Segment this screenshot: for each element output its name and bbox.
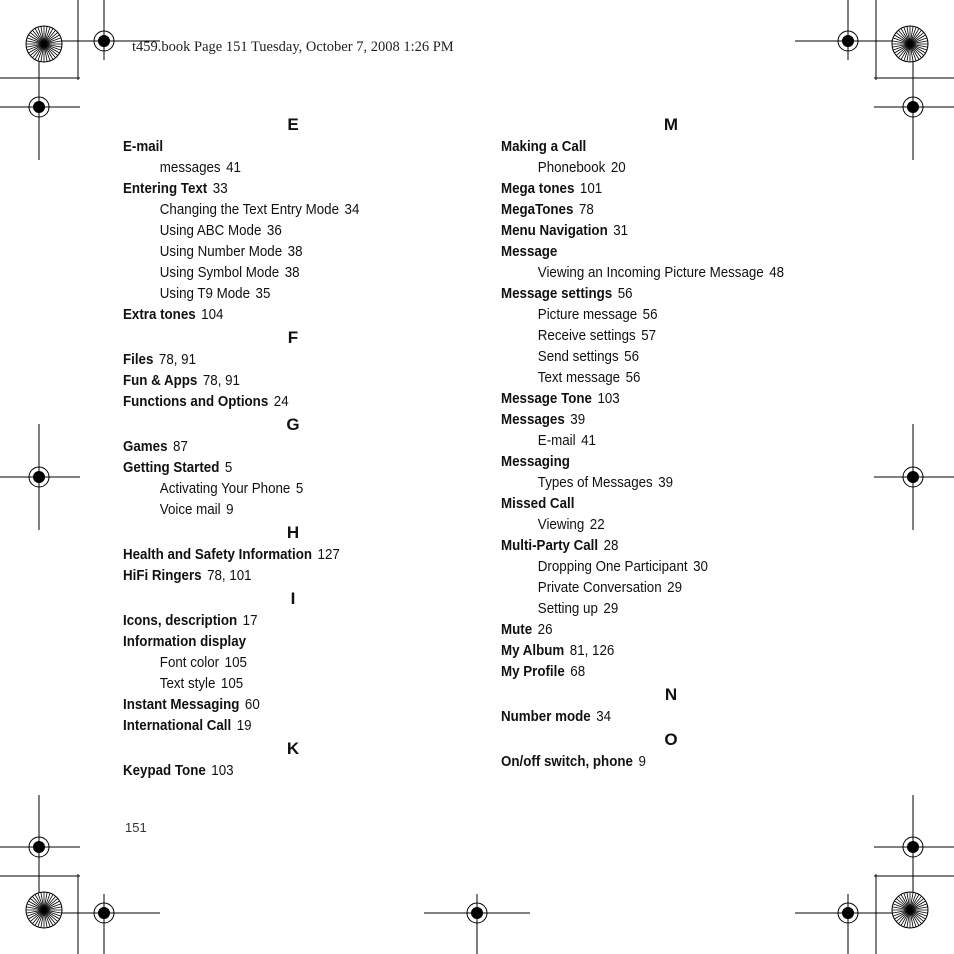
index-term: Entering Text <box>123 181 208 197</box>
index-page-refs: 105 <box>220 676 244 692</box>
index-page-refs: 29 <box>667 580 682 596</box>
index-term: Message Tone <box>501 391 592 407</box>
index-term: Using Number Mode <box>159 244 283 260</box>
index-letter-heading: F <box>287 328 299 347</box>
index-subentry <box>123 674 436 695</box>
page-number: 151 <box>125 820 147 835</box>
index-page-refs: 78 <box>578 202 594 218</box>
index-term: Font color <box>159 655 220 671</box>
index-page-refs: 104 <box>201 307 224 323</box>
index-term: HiFi Ringers <box>123 568 202 584</box>
index-page-refs: 19 <box>236 718 252 734</box>
index-page-refs: 105 <box>224 655 247 671</box>
index-page-refs: 56 <box>625 370 641 386</box>
index-subentry <box>501 557 814 578</box>
index-entry <box>501 494 814 515</box>
index-entry <box>501 752 814 773</box>
index-entry <box>123 437 436 458</box>
index-term: MegaTones <box>501 202 574 218</box>
star-target <box>892 892 928 928</box>
index-letter-heading: K <box>286 739 300 758</box>
index-letter-heading: G <box>286 415 300 434</box>
star-target <box>892 26 928 62</box>
index-term: Missed Call <box>501 496 575 512</box>
index-term: Number mode <box>501 709 591 725</box>
index-term: Mute <box>501 622 533 638</box>
index-page-refs: 57 <box>641 328 657 344</box>
index-term: Icons, description <box>123 613 238 629</box>
index-page-refs: 78, 91 <box>158 352 197 368</box>
index-page-refs: 30 <box>693 559 708 575</box>
index-subentry <box>501 578 814 599</box>
index-page-refs: 101 <box>579 181 603 197</box>
index-page-refs: 56 <box>624 349 640 365</box>
index-term: International Call <box>123 718 232 734</box>
index-page-refs: 5 <box>295 481 304 497</box>
index-page-refs: 36 <box>266 223 282 239</box>
index-subentry <box>501 368 814 389</box>
index-subentry <box>501 515 814 536</box>
index-page-refs: 78, 91 <box>202 373 240 389</box>
index-page-refs: 38 <box>287 244 303 260</box>
index-page-refs: 48 <box>769 265 785 281</box>
index-entry <box>501 536 814 557</box>
index-term: Picture message <box>537 307 638 323</box>
index-term: Message settings <box>501 286 613 302</box>
index-entry <box>123 350 436 371</box>
index-page-refs: 81, 126 <box>569 643 615 659</box>
index-page-refs: 78, 101 <box>207 568 252 584</box>
registration-target <box>467 903 487 923</box>
index-page-refs: 39 <box>570 412 586 428</box>
index-subentry <box>501 326 814 347</box>
index-term: Information display <box>123 634 247 650</box>
index-letter-heading: I <box>290 589 296 608</box>
index-term: Games <box>123 439 168 455</box>
index-page-refs: 41 <box>226 160 241 176</box>
index-page-refs: 31 <box>613 223 629 239</box>
index-page-refs: 5 <box>224 460 233 476</box>
index-term: Private Conversation <box>537 580 662 596</box>
index-entry <box>123 632 436 653</box>
index-term: Text style <box>159 676 216 692</box>
registration-target <box>903 97 923 117</box>
index-column-right <box>501 113 841 773</box>
index-subentry <box>123 500 436 521</box>
book-header-line: t459.book Page 151 Tuesday, October 7, 2008 1:26 PM <box>132 39 454 55</box>
index-subentry <box>501 431 814 452</box>
index-term: Types of Messages <box>537 475 653 491</box>
index-term: My Album <box>501 643 565 659</box>
index-page-refs: 9 <box>638 754 646 770</box>
index-term: Menu Navigation <box>501 223 608 239</box>
index-entry <box>501 200 814 221</box>
registration-target <box>838 31 858 51</box>
index-term: Changing the Text Entry Mode <box>159 202 340 218</box>
index-column-left <box>123 113 463 782</box>
index-subentry <box>501 599 814 620</box>
index-entry <box>123 305 436 326</box>
index-entry <box>501 137 814 158</box>
index-subentry <box>501 347 814 368</box>
star-target <box>26 892 62 928</box>
index-page-refs: 24 <box>273 394 289 410</box>
star-target <box>26 26 62 62</box>
index-letter-heading: E <box>287 115 299 134</box>
index-entry <box>123 611 436 632</box>
index-subentry <box>123 479 436 500</box>
index-term: Text message <box>537 370 621 386</box>
index-term: Fun & Apps <box>123 373 198 389</box>
index-term: Keypad Tone <box>123 763 206 779</box>
index-term: Extra tones <box>123 307 196 323</box>
index-term: Multi-Party Call <box>501 538 599 554</box>
registration-target <box>29 467 49 487</box>
index-page-refs: 17 <box>242 613 258 629</box>
index-term: Phonebook <box>537 160 606 176</box>
index-term: Instant Messaging <box>123 697 240 713</box>
index-page-refs: 87 <box>173 439 188 455</box>
index-entry <box>123 716 436 737</box>
index-subentry <box>501 473 814 494</box>
index-page-refs: 68 <box>570 664 586 680</box>
index-page-refs: 56 <box>617 286 633 302</box>
index-term: Functions and Options <box>123 394 269 410</box>
registration-target <box>903 837 923 857</box>
index-term: Activating Your Phone <box>159 481 291 497</box>
registration-target <box>29 97 49 117</box>
index-term: Health and Safety Information <box>123 547 313 563</box>
index-letter-heading: M <box>663 115 679 134</box>
index-subentry <box>501 263 814 284</box>
index-entry <box>501 662 814 683</box>
index-term: Mega tones <box>501 181 575 197</box>
index-subentry <box>123 242 436 263</box>
index-entry <box>123 761 436 782</box>
index-term: On/off switch, phone <box>501 754 633 770</box>
index-page-refs: 38 <box>284 265 300 281</box>
index-page-refs: 34 <box>596 709 612 725</box>
index-entry <box>501 641 814 662</box>
index-page-refs: 20 <box>610 160 626 176</box>
index-entry <box>123 392 436 413</box>
index-page-refs: 127 <box>317 547 340 563</box>
index-page-refs: 33 <box>212 181 228 197</box>
index-entry <box>501 620 814 641</box>
index-subentry <box>123 284 436 305</box>
registration-target <box>903 467 923 487</box>
index-term: Setting up <box>537 601 598 617</box>
registration-target <box>29 837 49 857</box>
index-term: Getting Started <box>123 460 220 476</box>
index-entry <box>123 545 436 566</box>
index-subentry <box>501 158 814 179</box>
index-term: E-mail <box>537 433 576 449</box>
index-entry <box>123 137 436 158</box>
index-term: Receive settings <box>537 328 636 344</box>
index-entry <box>123 179 436 200</box>
index-term: messages <box>159 160 221 176</box>
index-entry <box>123 371 436 392</box>
index-term: Making a Call <box>501 139 587 155</box>
index-letter-heading: N <box>664 685 678 704</box>
index-subentry <box>123 158 436 179</box>
index-entry <box>123 695 436 716</box>
index-entry <box>501 452 814 473</box>
index-entry <box>501 410 814 431</box>
index-term: Send settings <box>537 349 619 365</box>
index-page-refs: 9 <box>226 502 234 518</box>
index-page-refs: 41 <box>581 433 596 449</box>
index-page-refs: 34 <box>344 202 360 218</box>
registration-target <box>94 31 114 51</box>
index-page-refs: 56 <box>642 307 658 323</box>
index-entry <box>501 179 814 200</box>
index-entry <box>123 566 436 587</box>
index-term: Using T9 Mode <box>159 286 251 302</box>
index-entry <box>123 458 436 479</box>
index-term: E-mail <box>123 139 164 155</box>
index-letter-heading: H <box>286 523 300 542</box>
index-term: Voice mail <box>159 502 221 518</box>
index-subentry <box>123 221 436 242</box>
index-page-refs: 60 <box>244 697 260 713</box>
index-page-refs: 103 <box>597 391 620 407</box>
index-entry <box>501 242 814 263</box>
index-page-refs: 103 <box>211 763 234 779</box>
index-term: Message <box>501 244 558 260</box>
index-page-refs: 29 <box>603 601 619 617</box>
registration-target <box>94 903 114 923</box>
index-subentry <box>123 653 436 674</box>
index-term: Dropping One Participant <box>537 559 688 575</box>
index-term: Viewing <box>537 517 585 533</box>
index-entry <box>501 221 814 242</box>
index-page-refs: 39 <box>658 475 674 491</box>
index-term: My Profile <box>501 664 565 680</box>
index-term: Messages <box>501 412 565 428</box>
index-term: Viewing an Incoming Picture Message <box>537 265 764 281</box>
index-term: Messaging <box>501 454 570 470</box>
index-term: Files <box>123 352 154 368</box>
index-entry <box>501 389 814 410</box>
index-page-refs: 35 <box>255 286 271 302</box>
registration-target <box>838 903 858 923</box>
index-page-refs: 26 <box>537 622 553 638</box>
index-page-refs: 22 <box>589 517 605 533</box>
index-page-refs: 28 <box>603 538 619 554</box>
index-term: Using Symbol Mode <box>159 265 280 281</box>
index-subentry <box>501 305 814 326</box>
index-subentry <box>123 200 436 221</box>
index-subentry <box>123 263 436 284</box>
index-entry <box>501 284 814 305</box>
index-letter-heading: O <box>664 730 678 749</box>
index-term: Using ABC Mode <box>159 223 262 239</box>
index-entry <box>501 707 814 728</box>
